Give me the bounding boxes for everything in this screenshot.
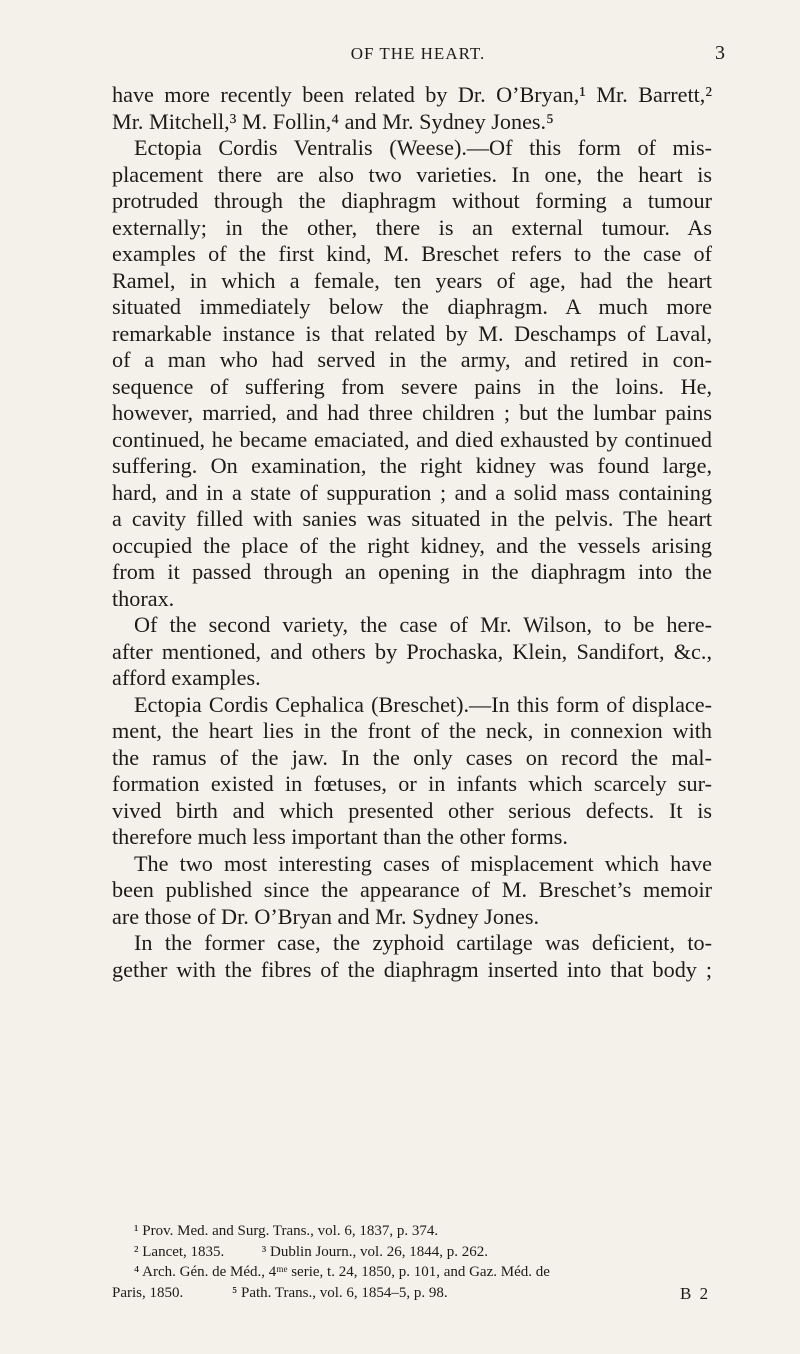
signature-mark: B 2: [680, 1284, 711, 1303]
text-line: a cavity filled with sanies was situated in the pelvis. The heart: [112, 506, 712, 531]
text-line: Ectopia Cordis Cephalica (Breschet).—In this form of displace-: [134, 691, 712, 717]
text-line: sequence of suffering from severe pains in the loins. He,: [112, 373, 712, 399]
text-line: Of the second variety, the case of Mr. Wilson, to be here-: [134, 612, 712, 637]
text-line: suffering. On examination, the right kidney was found large,: [112, 453, 712, 478]
text-line: the ramus of the jaw. In the only cases on record the mal-: [112, 744, 712, 770]
text-line: have more recently been related by Dr. O’Bryan,¹ Mr. Barrett,²: [112, 82, 712, 107]
text-line: after mentioned, and others by Prochaska, Klein, Sandifort, &c.,: [112, 638, 712, 664]
text-line: afford examples.: [112, 665, 261, 690]
text-line: from it passed through an opening in the diaphragm into the: [112, 559, 712, 584]
footnote-line: ⁴ Arch. Gén. de Méd., 4ᵐᵉ serie, t. 24, 1850, p. 101, and Gaz. Méd. de: [134, 1264, 550, 1280]
footnotes: [112, 1221, 712, 1303]
text-line: Ramel, in which a female, ten years of age, had the heart: [112, 267, 712, 293]
text-line: In the former case, the zyphoid cartilage was deficient, to-: [134, 930, 712, 955]
text-line: placement there are also two varieties. In one, the heart is: [112, 161, 712, 187]
text-line: examples of the first kind, M. Breschet refers to the case of: [112, 241, 712, 266]
running-head: [132, 42, 726, 72]
text-line: however, married, and had three children ; but the lumbar pains: [112, 400, 712, 425]
text-line: situated immediately below the diaphragm. A much more: [112, 294, 712, 319]
text-line: thorax.: [112, 585, 175, 611]
text-line: been published since the appearance of M. Breschet’s memoir: [112, 877, 712, 902]
text-line: ment, the heart lies in the front of the neck, in connexion with: [112, 718, 712, 743]
footnote-line: Paris, 1850. ⁵ Path. Trans., vol. 6, 1854–5, p. 98.: [112, 1284, 448, 1301]
text-line: vived birth and which presented other serious defects. It is: [112, 797, 712, 823]
text-line: Ectopia Cordis Ventralis (Weese).—Of this form of mis-: [134, 135, 712, 160]
text-line: formation existed in fœtuses, or in infants which scarcely sur-: [112, 771, 712, 796]
text-line: protruded through the diaphragm without forming a tumour: [112, 188, 712, 213]
text-line: of a man who had served in the army, and retired in con-: [112, 347, 712, 372]
text-line: remarkable instance is that related by M. Deschamps of Laval,: [112, 320, 712, 346]
text-line: are those of Dr. O’Bryan and Mr. Sydney Jones.: [112, 903, 540, 929]
text-line: hard, and in a state of suppuration ; and a solid mass containing: [112, 479, 712, 505]
body-text: [112, 82, 712, 983]
text-line: occupied the place of the right kidney, and the vessels arising: [112, 532, 712, 558]
page-number: 3: [715, 42, 726, 64]
footnote-line: ² Lancet, 1835. ³ Dublin Journ., vol. 26, 1844, p. 262.: [134, 1243, 488, 1260]
footnote-line: ¹ Prov. Med. and Surg. Trans., vol. 6, 1837, p. 374.: [134, 1223, 439, 1239]
text-line: externally; in the other, there is an external tumour. As: [112, 214, 712, 240]
text-line: Mr. Mitchell,³ M. Follin,⁴ and Mr. Sydney Jones.⁵: [112, 108, 554, 134]
text-line: gether with the fibres of the diaphragm inserted into that body ;: [112, 956, 712, 982]
text-line: The two most interesting cases of misplacement which have: [134, 850, 712, 876]
text-line: therefore much less important than the other forms.: [112, 824, 568, 849]
running-title: OF THE HEART.: [350, 44, 486, 63]
text-line: continued, he became emaciated, and died exhausted by continued: [112, 426, 712, 452]
